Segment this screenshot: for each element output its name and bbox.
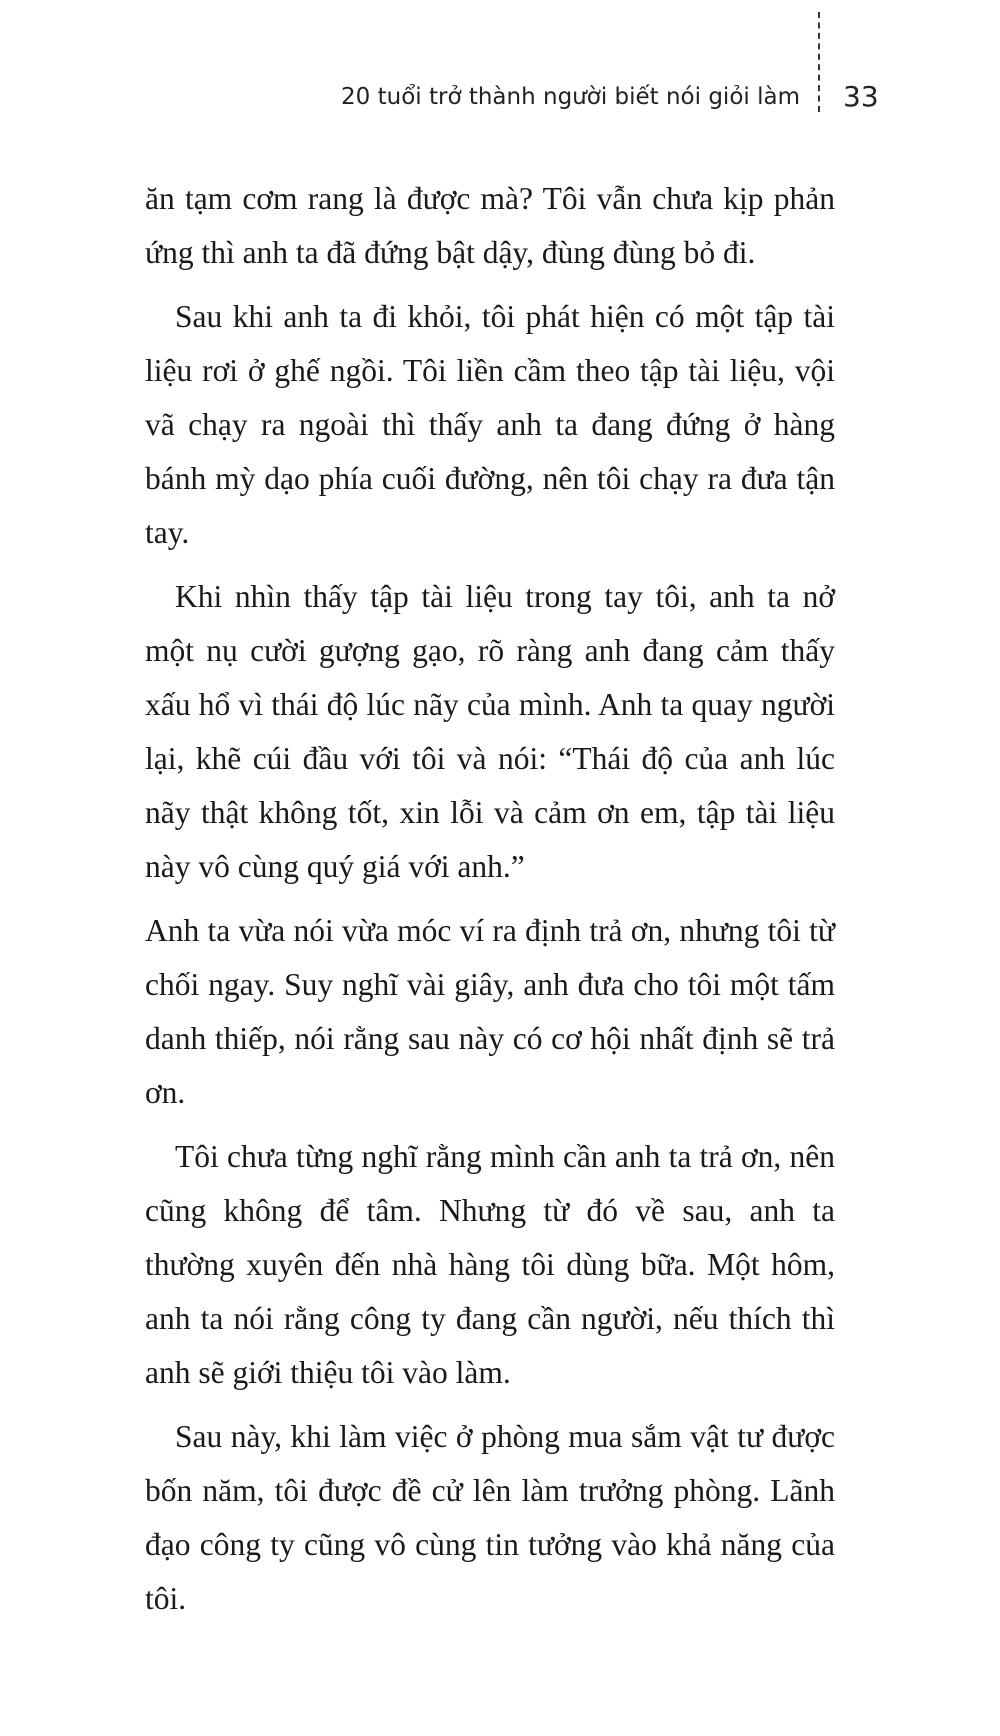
paragraph-2: Sau khi anh ta đi khỏi, tôi phát hiện có một tập tài liệu rơi ở ghế ngồi. Tôi liền cầm theo tập tài liệu, vội vã chạy ra ngoài thì thấy anh ta đang đứng ở hàng bánh mỳ dạo phía cuối đường, nên tôi chạy ra đưa tận tay. [145,299,835,550]
paragraph-1: ăn tạm cơm rang là được mà? Tôi vẫn chưa kịp phản ứng thì anh ta đã đứng bật dậy, đùng đùng bỏ đi. [145,181,835,270]
paragraph-4: Anh ta vừa nói vừa móc ví ra định trả ơn, nhưng tôi từ chối ngay. Suy nghĩ vài giây, anh đưa cho tôi một tấm danh thiếp, nói rằng sau này có cơ hội nhất định sẽ trả ơn. [145,913,835,1110]
header-divider [818,12,820,112]
paragraph-5: Tôi chưa từng nghĩ rằng mình cần anh ta trả ơn, nên cũng không để tâm. Nhưng từ đó về sau, anh ta thường xuyên đến nhà hàng tôi dùng bữa. Một hôm, anh ta nói rằng công ty đang cần người, nếu thích thì anh sẽ giới thiệu tôi vào làm. [145,1139,835,1390]
running-head-title: 20 tuổi trở thành người biết nói giỏi làm [341,84,800,110]
page-number: 33 [843,80,879,113]
paragraph-3: Khi nhìn thấy tập tài liệu trong tay tôi, anh ta nở một nụ cười gượng gạo, rõ ràng anh đang cảm thấy xấu hổ vì thái độ lúc nãy của mình. Anh ta quay người lại, khẽ cúi đầu với tôi và nói: “Thái độ của anh lúc nãy thật không tốt, xin lỗi và cảm ơn em, tập tài liệu này vô cùng quý giá với anh.” [145,579,835,884]
body-text [145,172,835,1636]
paragraph-6: Sau này, khi làm việc ở phòng mua sắm vật tư được bốn năm, tôi được đề cử lên làm trưởng phòng. Lãnh đạo công ty cũng vô cùng tin tưởng vào khả năng của tôi. [145,1419,835,1616]
